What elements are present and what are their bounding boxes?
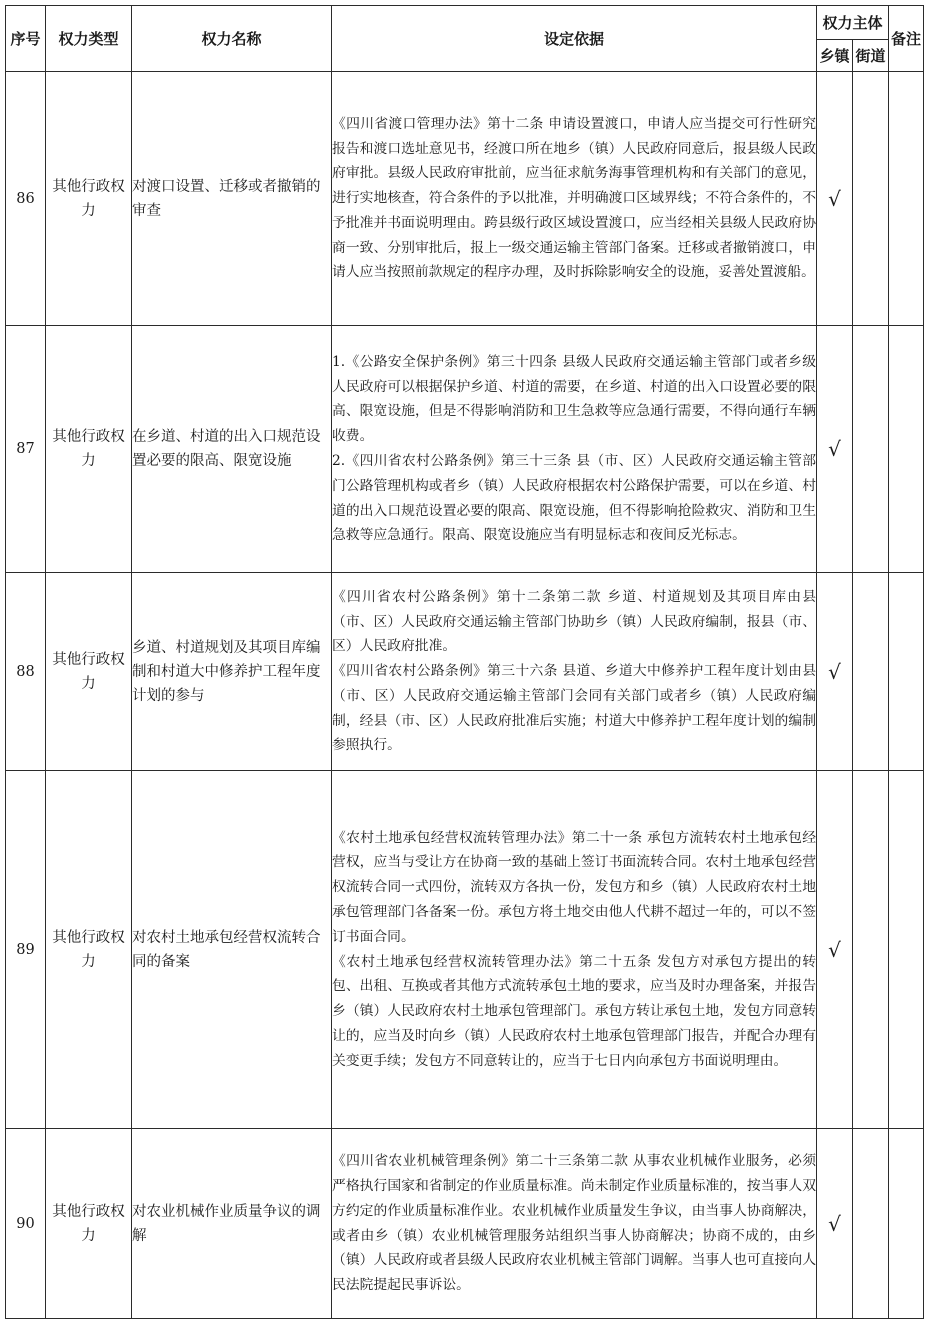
row-township-check: √ xyxy=(817,771,853,1129)
table-row xyxy=(6,72,924,326)
row-no: 88 xyxy=(6,573,46,771)
table-row xyxy=(6,771,924,1129)
row-remark xyxy=(889,573,924,771)
basis-paragraph: 1.《公路安全保护条例》第三十四条 县级人民政府交通运输主管部门或者乡级人民政府可以根据保护乡道、村道的需要，在乡道、村道的出入口设置必要的限高、限宽设施，但是不得影响消防和卫生急救等应急通行需要，不得向通行车辆收费。 xyxy=(332,353,816,445)
row-township-check: √ xyxy=(817,1129,853,1319)
header-street: 街道 xyxy=(853,40,889,72)
basis-paragraph: 《农村土地承包经营权流转管理办法》第二十一条 承包方流转农村土地承包经营权，应当与受让方在协商一致的基础上签订书面流转合同。农村土地承包经营权流转合同一式四份，流转双方各执一份，发包方和乡（镇）人民政府农村土地承包管理部门各备案一份。承包方将土地交由他人代耕不超过一年的，可以不签订书面合同。 xyxy=(332,829,816,945)
row-township-check: √ xyxy=(817,72,853,326)
table-row xyxy=(6,573,924,771)
header-no: 序号 xyxy=(6,6,46,72)
table-row xyxy=(6,326,924,573)
row-no: 86 xyxy=(6,72,46,326)
row-type: 其他行政权力 xyxy=(46,326,132,573)
header-township: 乡镇 xyxy=(817,40,853,72)
header-type: 权力类型 xyxy=(46,6,132,72)
row-no: 89 xyxy=(6,771,46,1129)
header-remark: 备注 xyxy=(889,6,924,72)
basis-paragraph: 《四川省农业机械管理条例》第二十三条第二款 从事农业机械作业服务，必须严格执行国家和省制定的作业质量标准。尚未制定作业质量标准的，按当事人双方约定的作业质量标准作业。农业机械作业质量发生争议，由当事人协商解决，或者由乡（镇）农业机械管理服务站组织当事人协商解决；协商不成的，由乡（镇）人民政府或者县级人民政府农业机械主管部门调解。当事人也可直接向人民法院提起民事诉讼。 xyxy=(332,1153,816,1294)
row-name: 在乡道、村道的出入口规范设置必要的限高、限宽设施 xyxy=(132,326,332,573)
row-street-check xyxy=(853,72,889,326)
row-remark xyxy=(889,72,924,326)
basis-paragraph: 2.《四川省农村公路条例》第三十三条 县（市、区）人民政府交通运输主管部门公路管理机构或者乡（镇）人民政府根据农村公路保护需要，可以在乡道、村道的出入口规范设置必要的限高、限宽设施，但不得影响抢险救灾、消防和卫生急救等应急通行。限高、限宽设施应当有明显标志和夜间反光标志。 xyxy=(332,453,816,544)
basis-paragraph: 《四川省渡口管理办法》第十二条 申请设置渡口，申请人应当提交可行性研究报告和渡口选址意见书，经渡口所在地乡（镇）人民政府同意后，报县级人民政府审批。县级人民政府审批前，应当征求航务海事管理机构和有关部门的意见，进行实地核查，符合条件的予以批准，并明确渡口区域界线；不符合条件的，不予批准并书面说明理由。跨县级行政区域设置渡口，应当经相关县级人民政府协商一致、分别审批后，报上一级交通运输主管部门备案。迁移或者撤销渡口，申请人应当按照前款规定的程序办理，及时拆除影响安全的设施，妥善处置渡船。 xyxy=(332,115,816,281)
basis-paragraph: 《农村土地承包经营权流转管理办法》第二十五条 发包方对承包方提出的转包、出租、互换或者其他方式流转承包土地的要求，应当及时办理备案，并报告乡（镇）人民政府农村土地承包管理部门。承包方转让承包土地，发包方同意转让的，应当及时向乡（镇）人民政府农村土地承包管理部门报告，并配合办理有关变更手续；发包方不同意转让的，应当于七日内向承包方书面说明理由。 xyxy=(332,953,816,1069)
basis-paragraph: 《四川省农村公路条例》第三十六条 县道、乡道大中修养护工程年度计划由县（市、区）人民政府交通运输主管部门会同有关部门或者乡（镇）人民政府编制，经县（市、区）人民政府批准后实施；村道大中修养护工程年度计划的编制参照执行。 xyxy=(332,663,816,754)
row-street-check xyxy=(853,573,889,771)
header-name: 权力名称 xyxy=(132,6,332,72)
row-no: 90 xyxy=(6,1129,46,1319)
row-basis xyxy=(332,771,817,1129)
row-basis xyxy=(332,573,817,771)
row-name: 乡道、村道规划及其项目库编制和村道大中修养护工程年度计划的参与 xyxy=(132,573,332,771)
row-remark xyxy=(889,326,924,573)
row-street-check xyxy=(853,1129,889,1319)
row-name: 对渡口设置、迁移或者撤销的审查 xyxy=(132,72,332,326)
row-type: 其他行政权力 xyxy=(46,573,132,771)
row-remark xyxy=(889,771,924,1129)
power-list-table xyxy=(5,5,924,1319)
row-basis xyxy=(332,1129,817,1319)
row-township-check: √ xyxy=(817,573,853,771)
row-type: 其他行政权力 xyxy=(46,72,132,326)
row-township-check: √ xyxy=(817,326,853,573)
header-basis: 设定依据 xyxy=(332,6,817,72)
row-type: 其他行政权力 xyxy=(46,1129,132,1319)
table-row xyxy=(6,1129,924,1319)
row-basis xyxy=(332,72,817,326)
row-basis xyxy=(332,326,817,573)
row-remark xyxy=(889,1129,924,1319)
row-street-check xyxy=(853,771,889,1129)
header-subject: 权力主体 xyxy=(817,6,889,40)
row-name: 对农村土地承包经营权流转合同的备案 xyxy=(132,771,332,1129)
basis-paragraph: 《四川省农村公路条例》第十二条第二款 乡道、村道规划及其项目库由县（市、区）人民政府交通运输主管部门协助乡（镇）人民政府编制，报县（市、区）人民政府批准。 xyxy=(332,588,816,655)
row-type: 其他行政权力 xyxy=(46,771,132,1129)
row-name: 对农业机械作业质量争议的调解 xyxy=(132,1129,332,1319)
row-street-check xyxy=(853,326,889,573)
row-no: 87 xyxy=(6,326,46,573)
